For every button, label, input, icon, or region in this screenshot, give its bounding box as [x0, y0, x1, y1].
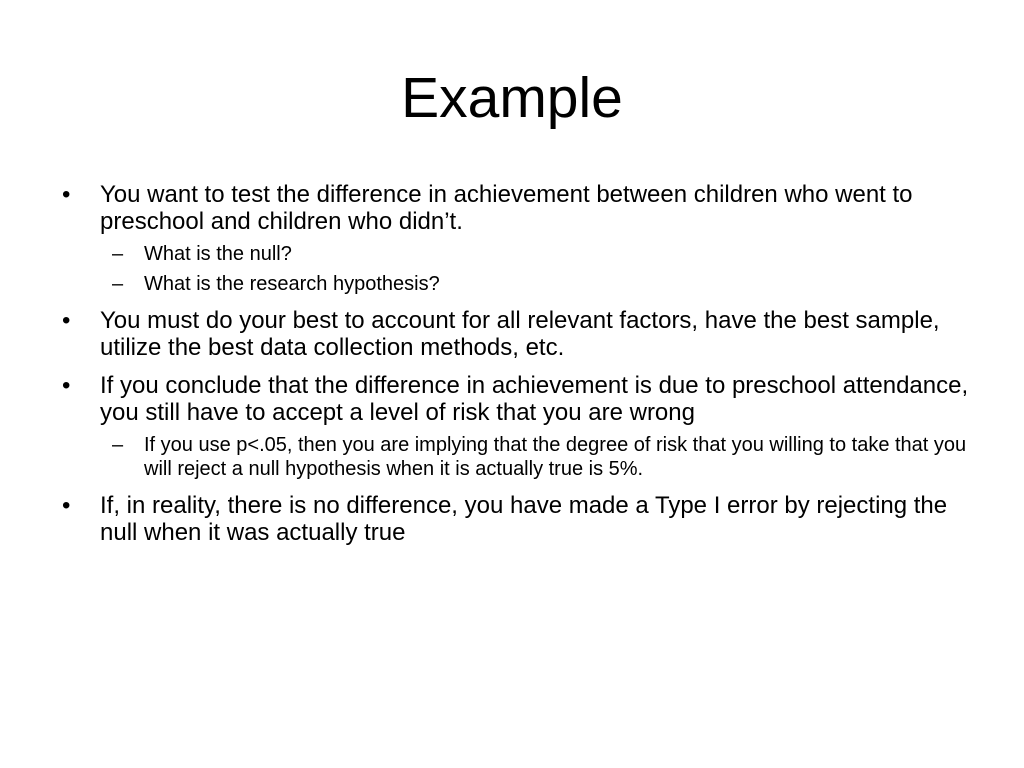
bullet-text: You must do your best to account for all relevant factors, have the best sample, utilize the best data collection methods, etc. [100, 307, 940, 361]
bullet-item [62, 181, 982, 296]
sub-bullet-marker: – [112, 273, 124, 295]
bullet-list [62, 181, 982, 557]
bullet-text: If, in reality, there is no difference, you have made a Type I error by rejecting the null when it was actually true [100, 492, 948, 546]
bullet-marker: • [62, 181, 71, 208]
sub-bullet-list [100, 433, 982, 481]
sub-bullet-item [62, 242, 982, 266]
sub-bullet-marker: – [112, 434, 124, 456]
slide-title: Example [401, 66, 623, 130]
bullet-marker: • [62, 307, 71, 334]
bullet-item [62, 492, 982, 546]
bullet-item [62, 372, 982, 481]
sub-bullet-marker: – [112, 243, 124, 265]
sub-bullet-list [100, 242, 982, 296]
bullet-marker: • [62, 372, 71, 399]
sub-bullet-text: What is the research hypothesis? [144, 273, 440, 295]
sub-bullet-text: If you use p<.05, then you are implying that the degree of risk that you willing to take that you will reject a null hypothesis when it is actually true is 5%. [144, 434, 967, 480]
bullet-item [62, 307, 982, 361]
sub-bullet-text: What is the null? [144, 243, 292, 265]
bullet-text: If you conclude that the difference in achievement is due to preschool attendance, you still have to accept a level of risk that you are wrong [100, 372, 969, 426]
sub-bullet-item [62, 433, 982, 481]
bullet-marker: • [62, 492, 71, 519]
sub-bullet-item [62, 272, 982, 296]
bullet-text: You want to test the difference in achievement between children who went to preschool and children who didn’t. [100, 181, 913, 235]
